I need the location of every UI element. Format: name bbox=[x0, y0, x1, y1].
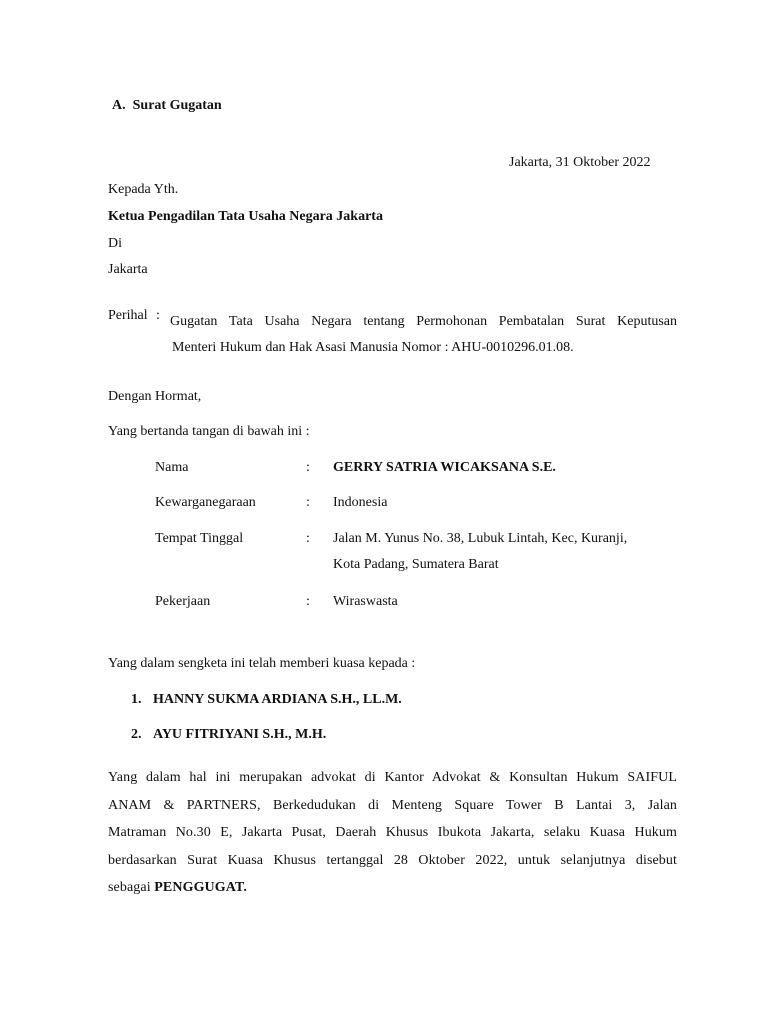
identity-label-kewarganegaraan: Kewarganegaraan bbox=[155, 495, 256, 510]
identity-label-pekerjaan: Pekerjaan bbox=[155, 594, 211, 609]
identity-colon: : bbox=[306, 531, 310, 546]
identity-value-tempat-tinggal: Jalan M. Yunus No. 38, Lubuk Lintah, Kec, Kuranji, bbox=[333, 531, 628, 546]
identity-value-tempat-tinggal-2: Kota Padang, Sumatera Barat bbox=[333, 557, 499, 572]
party-designation: PENGGUGAT. bbox=[154, 880, 247, 895]
recipient-city: Jakarta bbox=[108, 262, 148, 277]
closing-paragraph bbox=[108, 764, 677, 902]
identity-value-kewarganegaraan: Indonesia bbox=[333, 495, 388, 510]
greeting: Dengan Hormat, bbox=[108, 389, 202, 404]
perihal-subject bbox=[170, 309, 677, 361]
closing-line-1: Yang dalam hal ini merupakan advokat di Kantor Advokat & Konsultan Hukum SAIFUL bbox=[108, 770, 677, 785]
identity-value-nama: GERRY SATRIA WICAKSANA S.E. bbox=[333, 460, 556, 475]
authority-intro: Yang dalam sengketa ini telah memberi kuasa kepada : bbox=[108, 656, 416, 671]
list-number: 1. bbox=[131, 692, 142, 707]
recipient-di: Di bbox=[108, 236, 122, 251]
identity-colon: : bbox=[306, 594, 310, 609]
closing-prefix: sebagai bbox=[108, 880, 155, 895]
attorney-name: AYU FITRIYANI S.H., M.H. bbox=[153, 727, 327, 742]
letter-date: Jakarta, 31 Oktober 2022 bbox=[509, 155, 651, 170]
perihal-label: Perihal bbox=[108, 308, 148, 323]
perihal-line-1: Gugatan Tata Usaha Negara tentang Permohonan Pembatalan Surat Keputusan bbox=[170, 314, 677, 329]
perihal-line-2: Menteri Hukum dan Hak Asasi Manusia Nomor : AHU-0010296.01.08. bbox=[172, 340, 574, 355]
list-number: 2. bbox=[131, 727, 142, 742]
closing-line-3: Matraman No.30 E, Jakarta Pusat, Daerah Khusus Ibukota Jakarta, selaku Kuasa Hukum bbox=[108, 825, 677, 840]
attorney-name: HANNY SUKMA ARDIANA S.H., LL.M. bbox=[153, 692, 402, 707]
identity-colon: : bbox=[306, 495, 310, 510]
closing-line-2: ANAM & PARTNERS, Berkedudukan di Menteng Square Tower B Lantai 3, Jalan bbox=[108, 797, 677, 813]
closing-line-5 bbox=[108, 874, 677, 902]
perihal-colon: : bbox=[156, 308, 160, 323]
recipient-name: Ketua Pengadilan Tata Usaha Negara Jakarta bbox=[108, 209, 383, 224]
identity-label-tempat-tinggal: Tempat Tinggal bbox=[155, 531, 244, 546]
recipient-salutation: Kepada Yth. bbox=[108, 182, 179, 197]
closing-line-4: berdasarkan Surat Kuasa Khusus tertanggal 28 Oktober 2022, untuk selanjutnya disebut bbox=[108, 852, 677, 868]
identity-colon: : bbox=[306, 460, 310, 475]
section-number: A. bbox=[112, 98, 126, 113]
section-title: Surat Gugatan bbox=[132, 98, 222, 113]
section-heading bbox=[112, 99, 222, 113]
identity-label-nama: Nama bbox=[155, 460, 189, 475]
intro-text: Yang bertanda tangan di bawah ini : bbox=[108, 424, 310, 439]
identity-value-pekerjaan: Wiraswasta bbox=[333, 594, 398, 609]
